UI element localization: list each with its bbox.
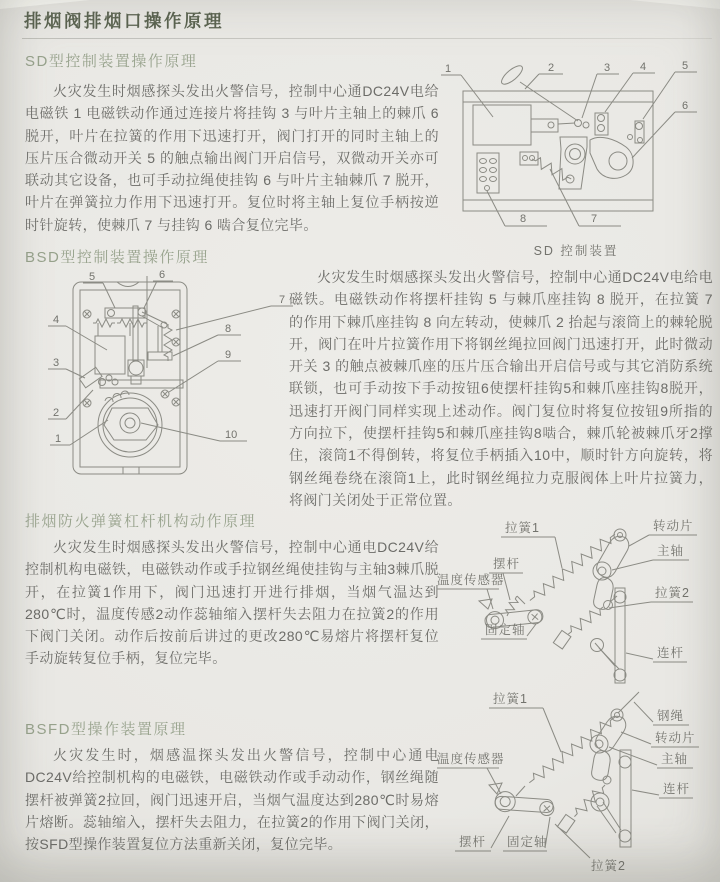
- callout-6: [144, 269, 173, 308]
- caption-sd-diagram: SD 控制装置: [533, 244, 619, 258]
- label-spring1: [489, 691, 561, 752]
- svg-text:温度传感器: 温度传感器: [437, 752, 505, 766]
- svg-text:拉簧1: 拉簧1: [505, 521, 540, 535]
- heading-bsfd: BSFD型操作装置原理: [25, 721, 187, 738]
- svg-text:主轴: 主轴: [661, 752, 689, 766]
- bsfd-swing-rod: [489, 783, 555, 816]
- svg-text:7: 7: [591, 213, 598, 225]
- svg-text:摆杆: 摆杆: [493, 557, 521, 571]
- svg-text:温度传感器: 温度传感器: [437, 573, 505, 587]
- callout-7: [550, 169, 621, 226]
- paragraph-lever: 火灾发生时烟感探头发出火警信号，控制中心通电DC24V给控制机构电磁铁，电磁铁动作或手拉钢丝绳使挂钩与主轴3棘爪脱开，在拉簧1作用下，阀门迅速打开进行排烟，当烟气温达到280℃时，温度传感2动作蕊轴缩入摆杆失去阻力在拉簧2的作用下阀门关闭。动作后按前后讲过的更改280℃易熔片将摆杆复位手动旋转复位手柄，复位完毕。: [25, 539, 439, 667]
- svg-text:拉簧1: 拉簧1: [493, 692, 528, 706]
- svg-text:8: 8: [225, 323, 232, 335]
- svg-text:固定轴: 固定轴: [485, 623, 526, 637]
- title-divider: [22, 38, 712, 39]
- callout-3: [582, 62, 619, 118]
- callout-4: [605, 61, 655, 112]
- bsfd-spring2: [557, 782, 608, 833]
- svg-text:5: 5: [89, 271, 96, 283]
- svg-text:转动片: 转动片: [655, 731, 696, 745]
- svg-text:10: 10: [225, 429, 238, 441]
- svg-text:拉簧2: 拉簧2: [655, 586, 690, 600]
- lever-labels: [437, 518, 697, 662]
- svg-text:钢绳: 钢绳: [657, 709, 685, 723]
- bsfd-link-rod: [591, 750, 631, 847]
- svg-text:连杆: 连杆: [657, 646, 685, 660]
- callout-7: [176, 294, 293, 330]
- label-rotating-piece: [621, 730, 699, 747]
- heading-lever: 排烟防火弹簧杠杆机构动作原理: [25, 513, 257, 530]
- callout-2: [48, 390, 93, 419]
- lever-rotating-piece: [593, 529, 629, 610]
- callout-6: [632, 100, 697, 158]
- label-temp-sensor: [437, 572, 505, 609]
- svg-text:1: 1: [55, 433, 62, 445]
- sd-terminal-block: [477, 153, 499, 193]
- label-rotating-piece: [629, 518, 697, 546]
- sd-aux-switch: [628, 121, 645, 143]
- bsd-electromagnet: [95, 336, 125, 374]
- diagram-bsfd-device: [435, 690, 720, 882]
- bsfd-spring1: [526, 713, 618, 787]
- svg-text:7: 7: [279, 294, 286, 306]
- page-title: 排烟阀排烟口操作原理: [24, 11, 224, 31]
- sd-pawl-plate: [559, 137, 587, 189]
- callout-8: [487, 191, 547, 226]
- label-link-rod: [632, 781, 693, 798]
- label-swing-rod: [455, 816, 509, 851]
- lever-spring2: [553, 603, 606, 649]
- paragraph-bsfd: 火灾发生时，烟感温探头发出火警信号，控制中心通电DC24V给控制机构的电磁铁，电磁铁动作或手动动作，钢丝绳随摆杆被弹簧2拉回，阀门迅速开启，当烟气温度达到280℃时易熔片熔断。蕊轴缩入，摆杆失去阻力，在拉簧2的作用下阀门关闭，按SFD型操作装置复位方法重新关闭，复位完毕。: [25, 747, 439, 853]
- sd-cam: [590, 137, 633, 178]
- svg-text:3: 3: [53, 357, 60, 369]
- svg-text:1: 1: [445, 63, 452, 75]
- paragraph-sd: 火灾发生时烟感探头发出火警信号，控制中心通DC24V电给电磁铁 1 电磁铁动作通过连接片将挂钩 3 与叶片主轴上的棘爪 6 脱开，叶片在拉簧的作用下迅速打开，阀门打开的同时主轴上的压片压合微动开关 5 的触点输出阀门开启信号，双微动开关亦可联动其它设备，也可手动拉绳使挂钩 6 与叶片主轴棘爪 7 脱开，叶片在弹簧拉力作用下迅速打开。复位时将主轴上复位手柄按逆时针旋转，使棘爪 7 与挂钩 6 啮合复位完毕。: [25, 83, 439, 233]
- scan-edge-artifact: [630, 0, 720, 9]
- svg-text:拉簧2: 拉簧2: [591, 859, 626, 873]
- svg-text:4: 4: [640, 61, 647, 73]
- callout-3: [48, 357, 85, 378]
- callout-1: [441, 63, 493, 117]
- diagram-bsd-control-device: [45, 268, 297, 482]
- svg-text:连杆: 连杆: [663, 782, 691, 796]
- diagram-spring-lever-mechanism: [435, 506, 720, 688]
- svg-text:4: 4: [53, 314, 60, 326]
- bsd-drum: [98, 393, 162, 457]
- bsfd-labels: [437, 691, 699, 873]
- sd-hook-pins: [575, 120, 590, 129]
- label-temp-sensor: [437, 751, 505, 794]
- sd-callouts: [441, 60, 697, 226]
- callout-5: [643, 60, 697, 119]
- paragraph-bsd: 火灾发生时烟感探头发出火警信号，控制中心通DC24V电给电磁铁。电磁铁动作将摆杆挂钩 5 与棘爪座挂钩 8 脱开，在拉簧 7 的作用下棘爪座挂钩 8 向左转动，使棘爪 2 抬起与滚筒上的棘轮脱开，阀门在叶片拉簧作用下将钢丝绳拉回阀门迅速打开，此时微动开关 3 的触点被棘爪座的压片压合输出开启信号或与其它消防系统联锁，也可手动按下手动按钮6使摆杆挂钩5和棘爪座挂钩8脱开，迅速打开阀门同样实现上述动作。阀门复位时将复位按钮9所指的方向拉下，使摆杆挂钩5和棘爪座挂钩8啮合，棘爪轮被棘爪牙2撑住，滚筒1不得倒转，将复位手柄插入10中，顺时针方向旋转，将钢丝绳卷绕在滚筒1上，此时钢丝绳拉力克服阀体上叶片拉簧力，将阀门关闭处于正常位置。: [289, 269, 713, 508]
- sd-pull-cord: [499, 63, 578, 121]
- svg-text:6: 6: [682, 100, 689, 112]
- label-link-rod: [626, 645, 687, 662]
- svg-text:主轴: 主轴: [657, 544, 685, 558]
- bsfd-steel-rope: [618, 692, 639, 713]
- svg-text:固定轴: 固定轴: [507, 835, 548, 849]
- callout-2: [525, 62, 563, 89]
- svg-text:3: 3: [604, 62, 611, 74]
- diagram-sd-control-device: [435, 57, 717, 243]
- svg-text:摆杆: 摆杆: [459, 835, 487, 849]
- svg-text:2: 2: [548, 62, 555, 74]
- svg-text:8: 8: [520, 213, 527, 225]
- svg-text:5: 5: [682, 60, 689, 72]
- heading-bsd: BSD型控制装置操作原理: [25, 249, 209, 266]
- label-fixed-shaft: [481, 622, 536, 639]
- label-steel-rope: [634, 702, 689, 725]
- lever-link-rod: [591, 588, 627, 683]
- svg-text:9: 9: [225, 349, 232, 361]
- svg-text:6: 6: [159, 269, 166, 281]
- sd-micro-switch: [595, 113, 608, 135]
- svg-text:转动片: 转动片: [653, 519, 694, 533]
- svg-text:2: 2: [53, 407, 60, 419]
- label-fixed-shaft: [503, 817, 550, 851]
- bsd-callouts: [48, 269, 293, 445]
- heading-sd: SD型控制装置操作原理: [25, 53, 198, 70]
